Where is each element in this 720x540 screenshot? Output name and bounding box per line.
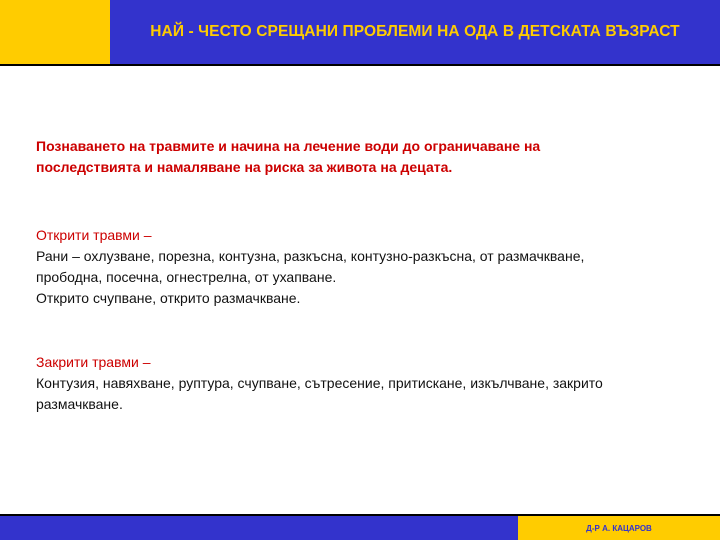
open-injuries-heading: Открити травми – [36, 227, 152, 243]
footer [0, 514, 720, 540]
closed-injuries-line: Контузия, навяхване, руптура, счупване, сътресение, притискане, изкълчване, закрито [36, 375, 603, 391]
header [0, 0, 720, 66]
header-accent-block [0, 0, 110, 64]
closed-injuries-section [36, 352, 696, 415]
intro-line: Познаването на травмите и начина на лечение води до ограничаване на [36, 138, 541, 154]
open-injuries-line: Рани – охлузване, порезна, контузна, разкъсна, контузно-разкъсна, от размачкване, [36, 248, 585, 264]
header-divider [0, 64, 720, 66]
closed-injuries-line: размачкване. [36, 396, 123, 412]
footer-bar [0, 516, 518, 540]
open-injuries-section [36, 225, 696, 309]
slide-title: НАЙ - ЧЕСТО СРЕЩАНИ ПРОБЛЕМИ НА ОДА В ДЕТСКАТА ВЪЗРАСТ [150, 23, 680, 40]
closed-injuries-heading: Закрити травми – [36, 354, 151, 370]
intro-line: последствията и намаляване на риска за живота на децата. [36, 159, 453, 175]
author-credit: Д-Р А. КАЦАРОВ [586, 523, 652, 533]
intro-paragraph [36, 136, 696, 178]
slide-content [36, 136, 696, 415]
open-injuries-line: Открито счупване, открито размачкване. [36, 290, 301, 306]
open-injuries-line: прободна, посечна, огнестрелна, от ухапване. [36, 269, 337, 285]
